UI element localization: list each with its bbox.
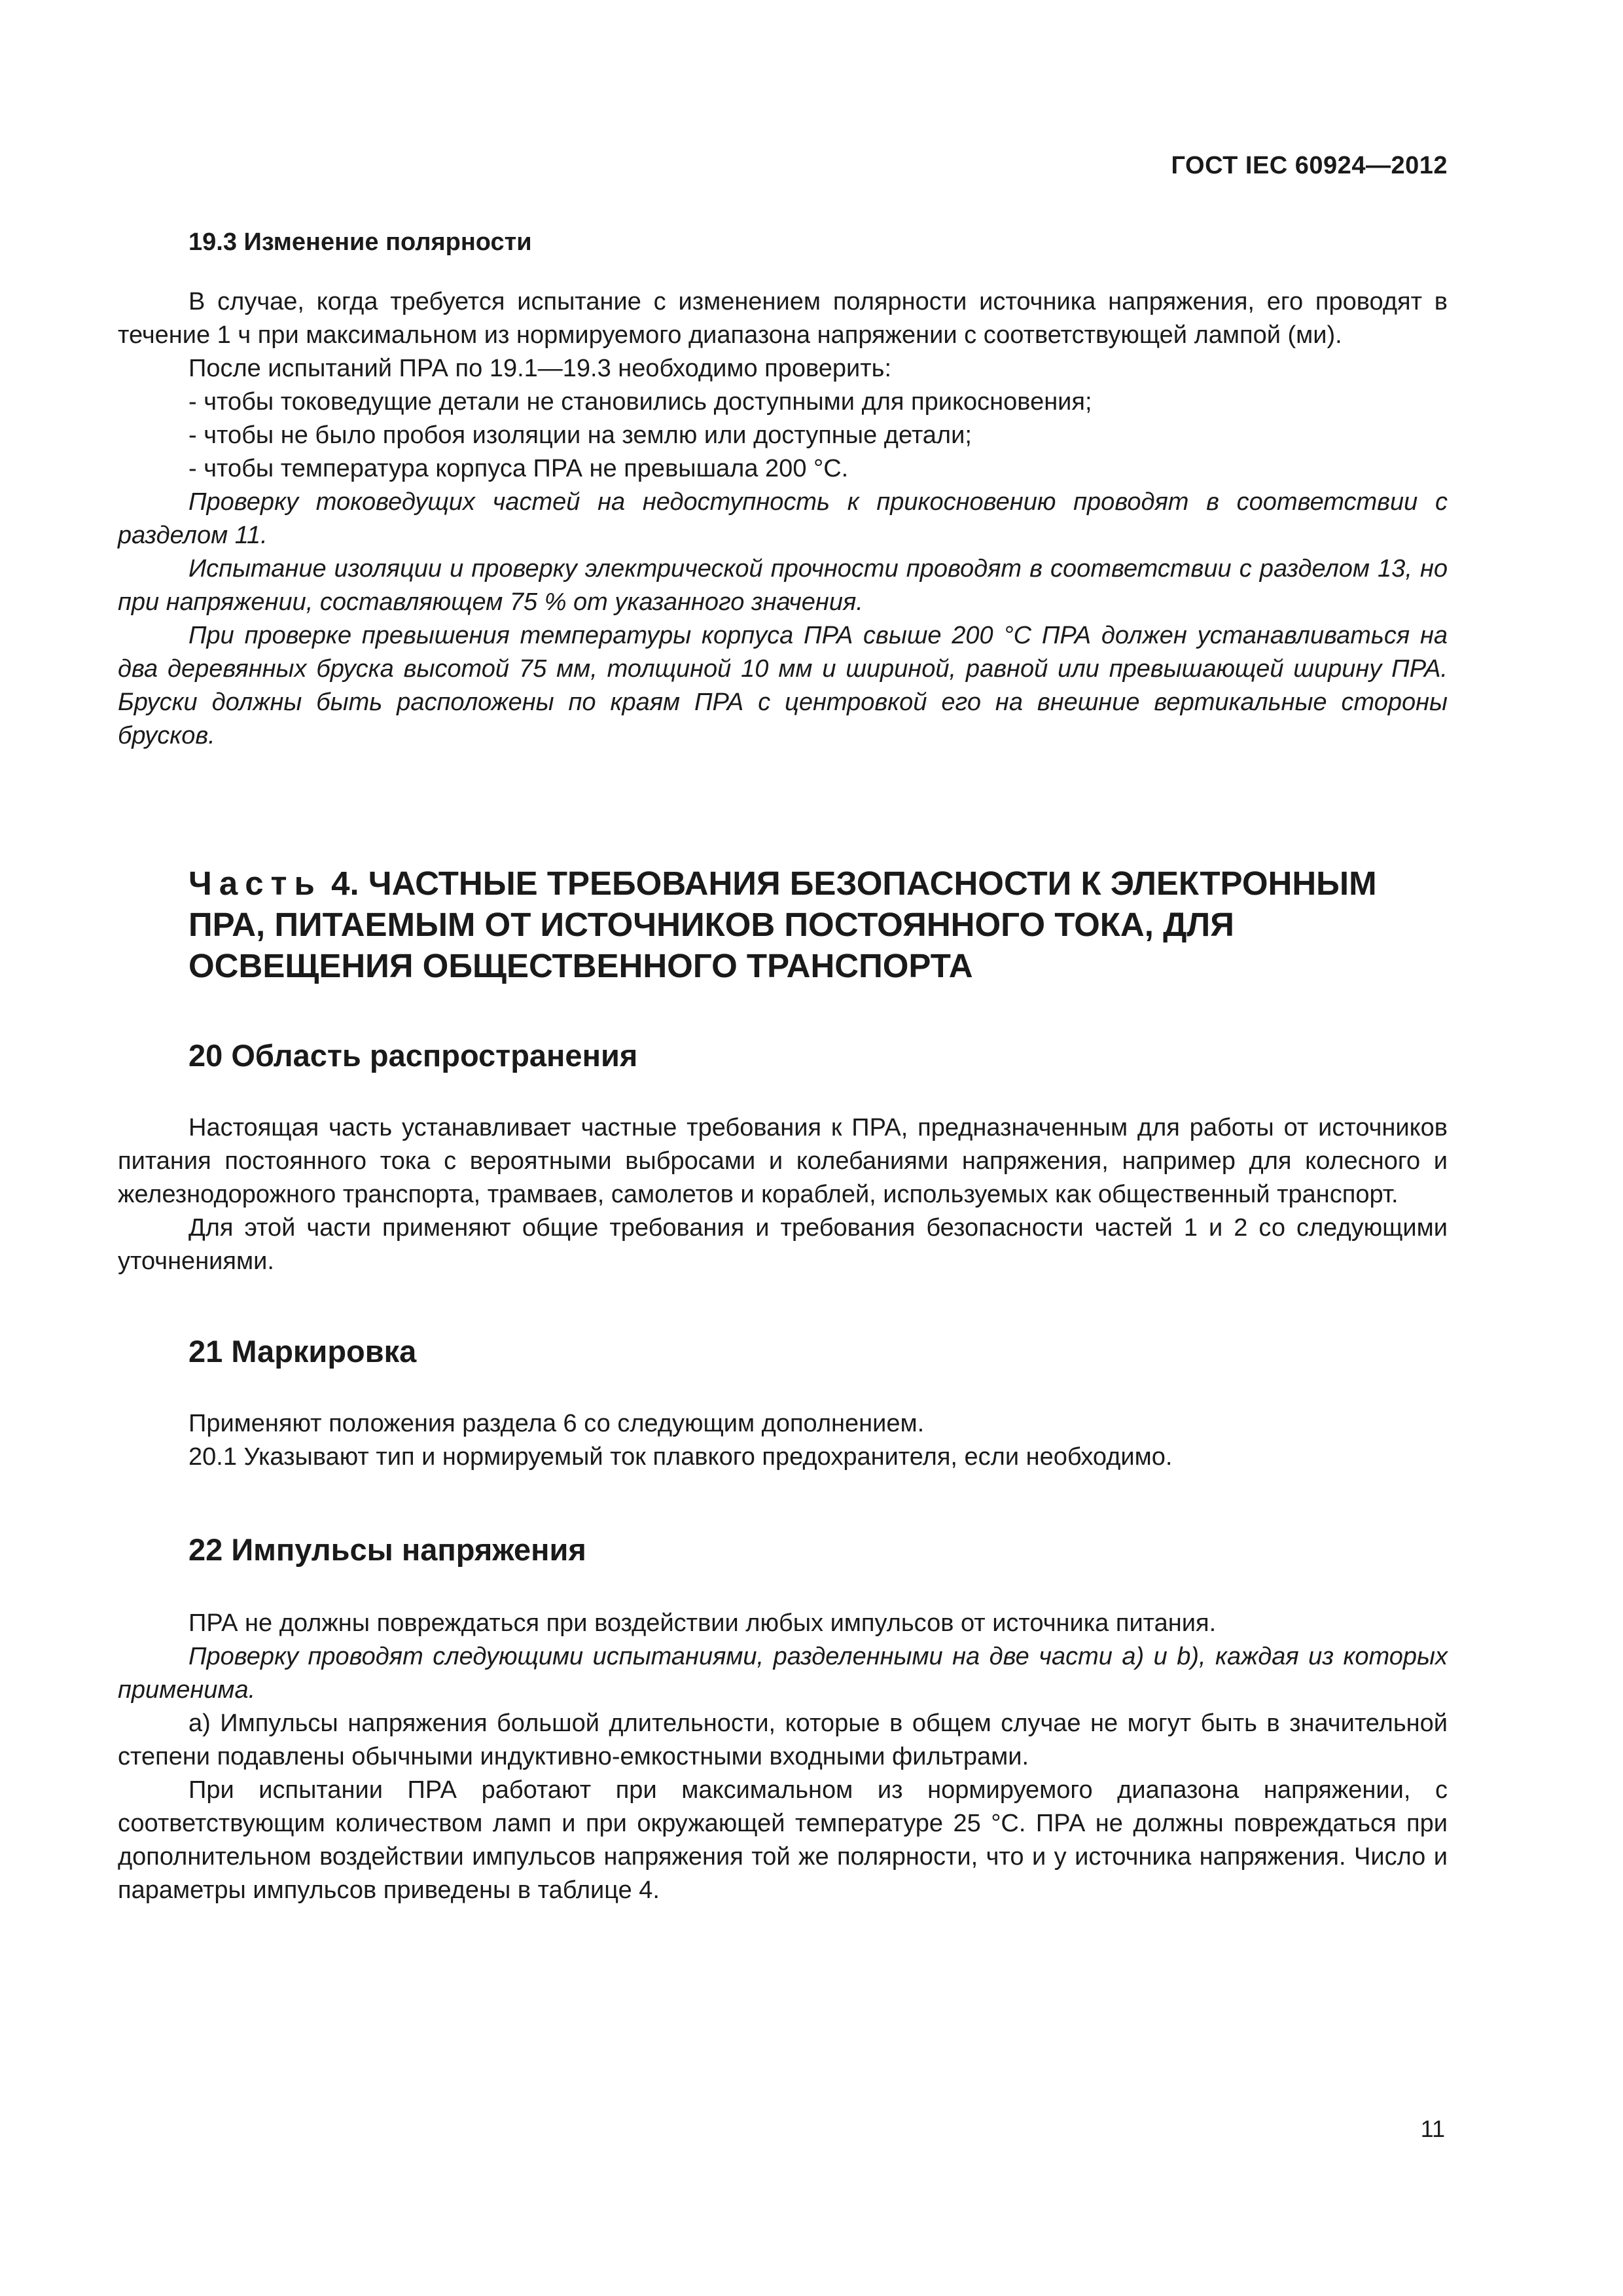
standard-code: ГОСТ IEC 60924—2012	[1171, 152, 1448, 179]
paragraph: Настоящая часть устанавливает частные требования к ПРА, предназначенным для работы от источников питания постоянного тока с вероятными выбросами и колебаниями напряжения, например для колесного и железнодорожного транспорта, трамваев, самолетов и кораблей, используемых как общественный транспорт.	[118, 1114, 1448, 1208]
page-number: 11	[1420, 2115, 1445, 2142]
section-20-heading: 20 Область распространения	[188, 1038, 638, 1073]
italic-paragraph: При проверке превышения температуры корпуса ПРА свыше 200 °С ПРА должен устанавливаться на два деревянных бруска высотой 75 мм, толщиной 10 мм и шириной, равной или превышающей ширину ПРА. Бруски должны быть расположены по краям ПРА с центровкой его на внешние вертикальные стороны брусков.	[118, 622, 1448, 749]
section-22-heading: 22 Импульсы напряжения	[188, 1532, 586, 1567]
list-item: - чтобы температура корпуса ПРА не превышала 200 °С.	[188, 455, 849, 482]
page-content	[118, 226, 1448, 1907]
paragraph: Для этой части применяют общие требования и требования безопасности частей 1 и 2 со следующими уточнениями.	[118, 1214, 1448, 1275]
list-item: - чтобы не было пробоя изоляции на землю или доступные детали;	[188, 422, 972, 449]
list-item: - чтобы токоведущие детали не становились доступными для прикосновения;	[188, 388, 1092, 416]
paragraph: В случае, когда требуется испытание с изменением полярности источника напряжения, его проводят в течение 1 ч при максимальном из нормируемого диапазона напряжении с соответствующей лампой (ми).	[118, 288, 1448, 349]
paragraph: После испытаний ПРА по 19.1—19.3 необходимо проверить:	[188, 355, 892, 382]
paragraph: ПРА не должны повреждаться при воздействии любых импульсов от источника питания.	[188, 1609, 1217, 1637]
paragraph: При испытании ПРА работают при максимальном из нормируемого диапазона напряжении, с соответствующим количеством ламп и при окружающей температуре 25 °С. ПРА не должны повреждаться при дополнительном воздействии импульсов напряжения той же полярности, что и у источника напряжения. Число и параметры импульсов приведены в таблице 4.	[118, 1776, 1448, 1904]
part-4-heading	[188, 863, 1448, 986]
part-label: Часть	[188, 865, 322, 902]
italic-paragraph: Проверку проводят следующими испытаниями, разделенными на две части а) и b), каждая из которых применима.	[118, 1643, 1448, 1704]
paragraph: а) Импульсы напряжения большой длительности, которые в общем случае не могут быть в значительной степени подавлены обычными индуктивно-емкостными входными фильтрами.	[118, 1710, 1448, 1770]
paragraph: Применяют положения раздела 6 со следующим дополнением.	[188, 1410, 925, 1437]
part-title: 4. ЧАСТНЫЕ ТРЕБОВАНИЯ БЕЗОПАСНОСТИ К ЭЛЕКТРОННЫМ ПРА, ПИТАЕМЫМ ОТ ИСТОЧНИКОВ ПОСТОЯННОГО ТОКА, ДЛЯ ОСВЕЩЕНИЯ ОБЩЕСТВЕННОГО ТРАНСПОРТА	[188, 865, 1377, 984]
section-19-3-heading: 19.3 Изменение полярности	[188, 228, 532, 256]
italic-paragraph: Испытание изоляции и проверку электрической прочности проводят в соответствии с разделом 13, но при напряжении, составляющем 75 % от указанного значения.	[118, 555, 1448, 616]
paragraph: 20.1 Указывают тип и нормируемый ток плавкого предохранителя, если необходимо.	[188, 1443, 1173, 1471]
italic-paragraph: Проверку токоведущих частей на недоступность к прикосновению проводят в соответствии с разделом 11.	[118, 488, 1448, 549]
section-21-heading: 21 Маркировка	[188, 1334, 417, 1369]
